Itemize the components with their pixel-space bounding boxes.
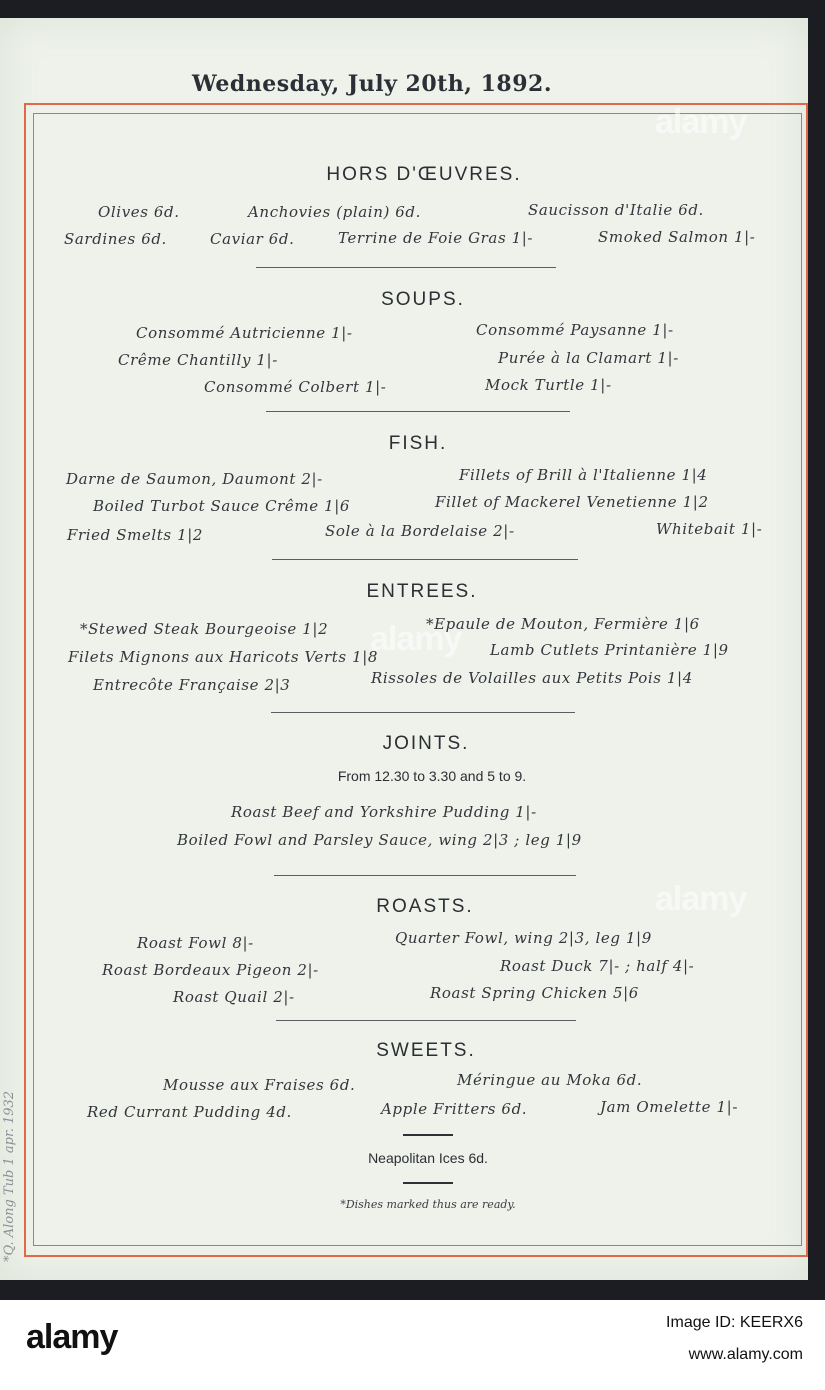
menu-item: Fillets of Brill à l'Italienne 1|4: [459, 466, 708, 484]
menu-item: Red Currant Pudding 4d.: [87, 1103, 292, 1121]
menu-item: Smoked Salmon 1|-: [598, 228, 756, 246]
menu-item: Consommé Autricienne 1|-: [136, 324, 353, 342]
menu-item: Entrecôte Française 2|3: [93, 676, 291, 694]
menu-item: Anchovies (plain) 6d.: [248, 203, 421, 221]
menu-item: Terrine de Foie Gras 1|-: [338, 229, 534, 247]
menu-item: Lamb Cutlets Printanière 1|9: [490, 641, 729, 659]
section-title-hors-doeuvres: HORS D'ŒUVRES.: [326, 164, 522, 185]
menu-item: Roast Beef and Yorkshire Pudding 1|-: [231, 803, 537, 821]
alamy-logo: alamy: [26, 1318, 118, 1356]
handwritten-margin-note: *Q. Along Tub 1 apr. 1932: [2, 1090, 17, 1262]
footnote: *Dishes marked thus are ready.: [340, 1198, 516, 1211]
ices-item: Neapolitan Ices 6d.: [368, 1150, 488, 1166]
section-divider: [272, 559, 578, 560]
section-title-entrees: ENTREES.: [366, 581, 478, 602]
menu-item: Caviar 6d.: [210, 230, 295, 248]
joints-hours: From 12.30 to 3.30 and 5 to 9.: [337, 768, 527, 784]
menu-item: Darne de Saumon, Daumont 2|-: [66, 470, 323, 488]
menu-item: Mock Turtle 1|-: [485, 376, 612, 394]
menu-item: Whitebait 1|-: [656, 520, 763, 538]
section-divider: [256, 267, 556, 268]
menu-item: Consommé Paysanne 1|-: [476, 321, 674, 339]
menu-item: Jam Omelette 1|-: [600, 1098, 738, 1116]
menu-item: Méringue au Moka 6d.: [457, 1071, 643, 1089]
menu-item: Crême Chantilly 1|-: [118, 351, 278, 369]
menu-item: Roast Fowl 8|-: [137, 934, 254, 952]
menu-item: Rissoles de Volailles aux Petits Pois 1|4: [371, 669, 693, 687]
watermark: alamy: [655, 103, 747, 141]
menu-item: Saucisson d'Italie 6d.: [528, 201, 704, 219]
menu-item: Roast Bordeaux Pigeon 2|-: [102, 961, 319, 979]
menu-item: Sardines 6d.: [64, 230, 167, 248]
section-title-soups: SOUPS.: [381, 289, 465, 310]
section-title-sweets: SWEETS.: [376, 1040, 476, 1061]
menu-item: Boiled Fowl and Parsley Sauce, wing 2|3 ; leg 1|9: [177, 831, 582, 849]
menu-date: Wednesday, July 20th, 1892.: [192, 71, 552, 97]
image-id: Image ID: KEERX6: [666, 1314, 803, 1331]
menu-item: *Stewed Steak Bourgeoise 1|2: [80, 620, 329, 638]
menu-item: Purée à la Clamart 1|-: [498, 349, 679, 367]
menu-item: Quarter Fowl, wing 2|3, leg 1|9: [395, 929, 652, 947]
footer-url[interactable]: www.alamy.com: [688, 1346, 803, 1363]
menu-item: Olives 6d.: [98, 203, 180, 221]
menu-item: Filets Mignons aux Haricots Verts 1|8: [68, 648, 379, 666]
section-title-joints: JOINTS.: [382, 733, 470, 754]
menu-item: Boiled Turbot Sauce Crême 1|6: [93, 497, 351, 515]
ices-divider: [403, 1182, 453, 1184]
section-divider: [266, 411, 570, 412]
menu-item: Mousse aux Fraises 6d.: [163, 1076, 356, 1094]
menu-item: Roast Quail 2|-: [173, 988, 295, 1006]
section-divider: [274, 875, 576, 876]
menu-item: Apple Fritters 6d.: [381, 1100, 528, 1118]
section-title-roasts: ROASTS.: [376, 896, 474, 917]
section-title-fish: FISH.: [388, 433, 448, 454]
menu-item: Sole à la Bordelaise 2|-: [325, 522, 515, 540]
menu-item: Roast Duck 7|- ; half 4|-: [500, 957, 695, 975]
menu-item: *Epaule de Mouton, Fermière 1|6: [426, 615, 700, 633]
menu-item: Fried Smelts 1|2: [67, 526, 204, 544]
footer-bar: [0, 1300, 825, 1390]
menu-item: Roast Spring Chicken 5|6: [430, 984, 639, 1002]
watermark: alamy: [655, 880, 747, 918]
menu-item: Fillet of Mackerel Venetienne 1|2: [435, 493, 709, 511]
ices-divider: [403, 1134, 453, 1136]
menu-item: Consommé Colbert 1|-: [204, 378, 387, 396]
watermark: alamy: [370, 620, 462, 658]
section-divider: [276, 1020, 576, 1021]
section-divider: [271, 712, 575, 713]
